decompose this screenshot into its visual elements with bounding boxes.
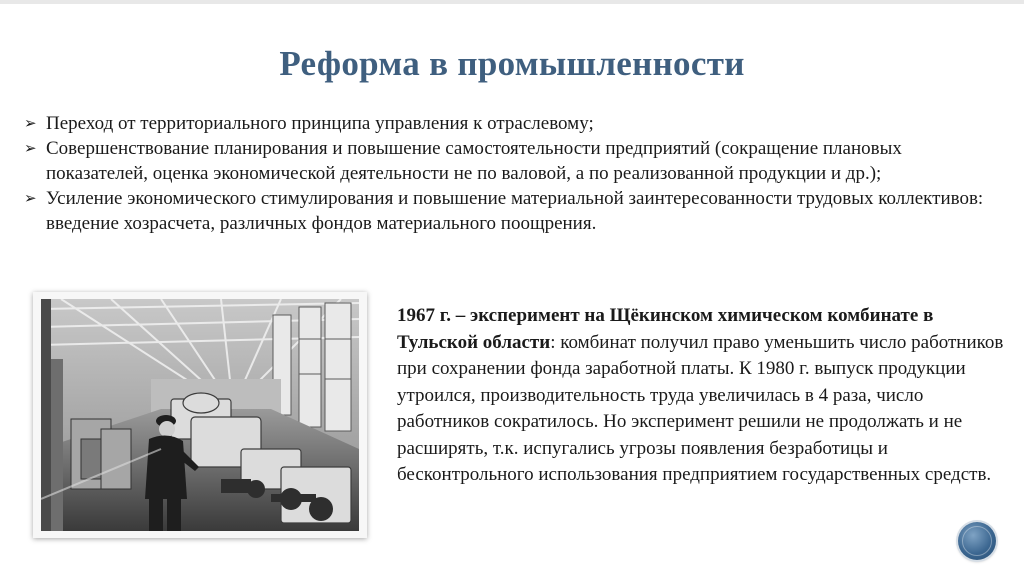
info-text: : комбинат получил право уменьшить число работников при сохранении фонда заработной платы. К 1980 г. выпуск продукции утроился, производительность труда увеличилась в 4 раза, число работников сократилось. Но эксперимент решили не продолжать и не расширять, т.к. испугались угрозы появления безработицы и бесконтрольного использования предприятием государственных средств. <box>397 331 1004 485</box>
info-highlight: 1967 г. – эксперимент на Щёкинском химическом комбинате в Тульской области <box>397 305 934 353</box>
slide-title: Реформа в промышленности <box>279 44 745 83</box>
bullet-item <box>24 111 1004 136</box>
arrow-bullet-icon: ➢ <box>24 189 37 207</box>
top-divider <box>0 0 1024 4</box>
bullet-item <box>24 136 1004 186</box>
bullet-list <box>24 111 1004 236</box>
bullet-text: Совершенствование планирования и повышение самостоятельности предприятий (сокращение плановых показателей, оценка экономической деятельности не по валовой, а по реализованной продукции и др.); <box>46 138 902 184</box>
factory-photo <box>41 299 359 531</box>
bullet-text: Усиление экономического стимулирования и повышение материальной заинтересованности трудовых коллективов: введение хозрасчета, различных фондов материального поощрения. <box>46 188 984 234</box>
photo-frame <box>33 292 367 538</box>
info-paragraph <box>397 303 1007 489</box>
nav-circle-icon[interactable] <box>958 522 996 560</box>
bullet-text: Переход от территориального принципа управления к отраслевому; <box>46 113 594 134</box>
arrow-bullet-icon: ➢ <box>24 114 37 132</box>
bullet-item <box>24 186 1004 236</box>
arrow-bullet-icon: ➢ <box>24 139 37 157</box>
